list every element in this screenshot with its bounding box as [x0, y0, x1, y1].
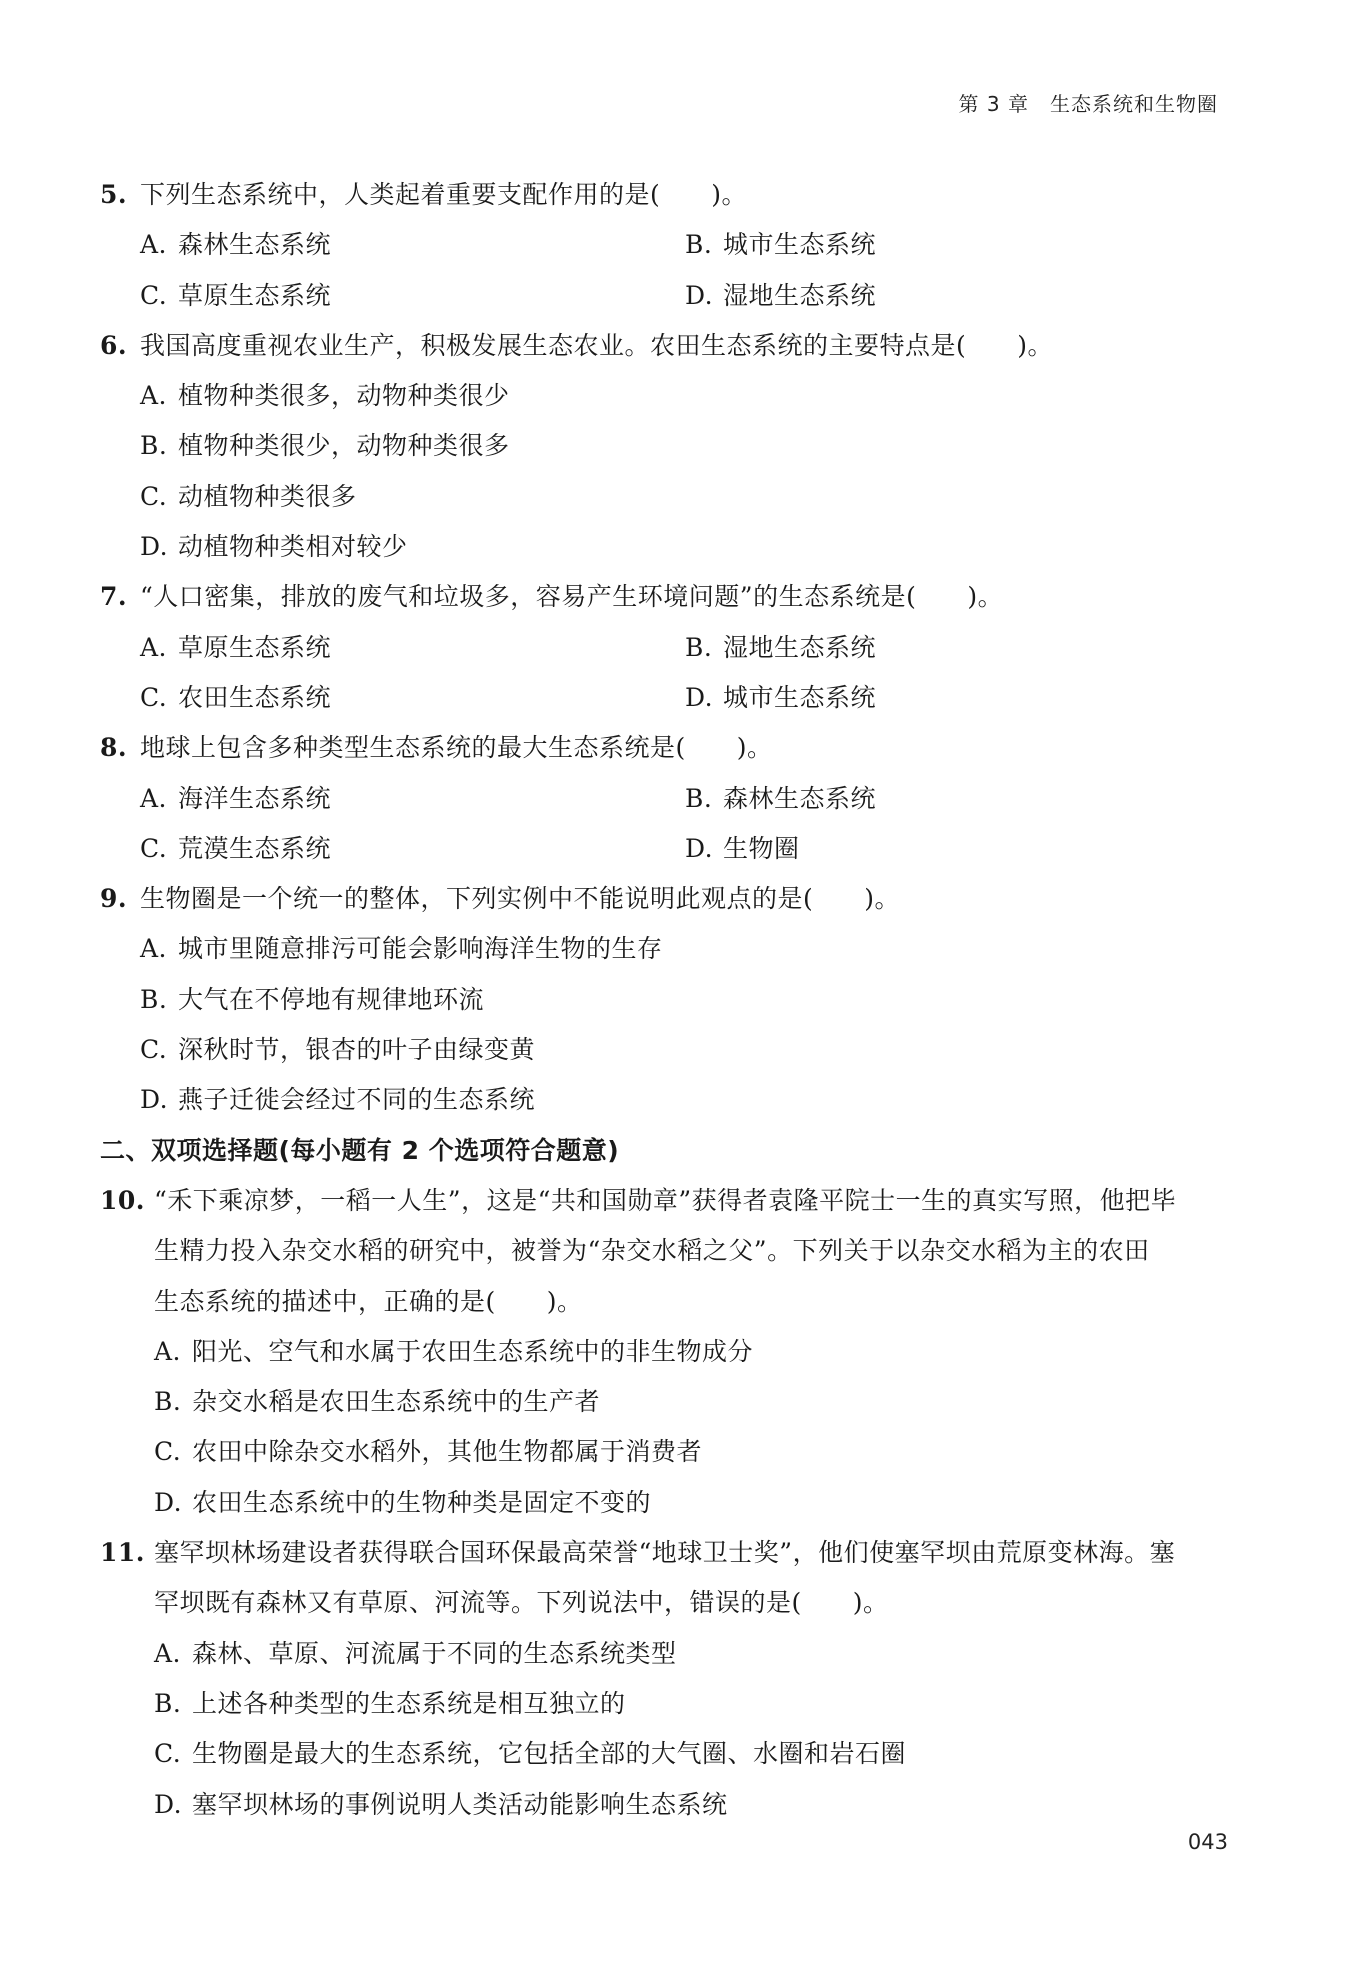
question-5	[100, 170, 1230, 321]
option-letter: D.	[140, 1085, 169, 1115]
option-text: 大气在不停地有规律地环流	[178, 984, 485, 1014]
option-letter: B.	[154, 1387, 182, 1417]
option-letter: D.	[154, 1789, 183, 1819]
stem-line: 塞罕坝林场建设者获得联合国环保最高荣誉“地球卫士奖”，他们使塞罕坝由荒原变林海。塞	[154, 1538, 1176, 1568]
option-letter: B.	[140, 431, 168, 461]
option-letter: A.	[140, 632, 168, 662]
stem-line: 罕坝既有森林又有草原、河流等。下列说法中，错误的是( )。	[154, 1588, 889, 1618]
option-a	[100, 924, 1230, 974]
option-b	[100, 1377, 1230, 1427]
option-a	[140, 774, 685, 824]
option-text: 燕子迁徙会经过不同的生态系统	[178, 1085, 536, 1115]
option-letter: B.	[685, 783, 713, 813]
option-letter: C.	[140, 1035, 168, 1065]
option-text: 动植物种类很多	[178, 481, 357, 511]
question-10	[100, 1176, 1230, 1528]
stem-line: 生态系统的描述中，正确的是( )。	[154, 1286, 583, 1316]
option-text: 生物圈	[723, 833, 800, 863]
option-letter: D.	[140, 532, 169, 562]
question-number: 5.	[100, 180, 128, 209]
option-letter: A.	[140, 230, 168, 260]
option-text: 植物种类很多，动物种类很少	[178, 381, 510, 411]
option-text: 生物圈是最大的生态系统，它包括全部的大气圈、水圈和岩石圈	[192, 1739, 907, 1769]
option-letter: A.	[140, 381, 168, 411]
option-text: 城市生态系统	[723, 230, 877, 260]
question-stem	[154, 1528, 1230, 1629]
option-text: 森林生态系统	[723, 783, 877, 813]
option-d	[100, 1780, 1230, 1830]
option-text: 塞罕坝林场的事例说明人类活动能影响生态系统	[192, 1789, 728, 1819]
option-text: 荒漠生态系统	[178, 833, 332, 863]
option-text: 草原生态系统	[178, 632, 332, 662]
option-b	[100, 421, 1230, 471]
option-d	[100, 522, 1230, 572]
option-c	[140, 824, 685, 874]
option-a	[100, 1629, 1230, 1679]
option-c	[100, 1025, 1230, 1075]
option-letter: C.	[154, 1437, 182, 1467]
question-stem: 地球上包含多种类型生态系统的最大生态系统是( )。	[140, 733, 773, 763]
question-9	[100, 874, 1230, 1125]
question-list	[100, 170, 1230, 1830]
option-b	[100, 975, 1230, 1025]
option-c	[140, 271, 685, 321]
option-text: 城市里随意排污可能会影响海洋生物的生存	[178, 934, 663, 964]
option-letter: B.	[140, 984, 168, 1014]
option-text: 动植物种类相对较少	[178, 532, 408, 562]
option-text: 农田生态系统	[178, 682, 332, 712]
question-stem: 下列生态系统中，人类起着重要支配作用的是( )。	[140, 180, 748, 209]
option-d	[100, 1075, 1230, 1125]
option-text: 城市生态系统	[723, 682, 877, 712]
option-text: 植物种类很少，动物种类很多	[178, 431, 510, 461]
option-text: 湿地生态系统	[723, 632, 877, 662]
option-a	[100, 371, 1230, 421]
option-b	[100, 1679, 1230, 1729]
option-letter: D.	[685, 682, 714, 712]
question-number: 11.	[100, 1538, 145, 1568]
option-letter: C.	[140, 280, 168, 310]
page-number: 043	[1187, 1830, 1228, 1854]
option-d	[685, 824, 1230, 874]
option-letter: B.	[685, 230, 713, 260]
question-number: 8.	[100, 733, 128, 763]
option-d	[100, 1478, 1230, 1528]
option-d	[685, 271, 1230, 321]
question-number: 7.	[100, 582, 128, 612]
option-text: 农田生态系统中的生物种类是固定不变的	[192, 1487, 652, 1517]
option-letter: A.	[140, 783, 168, 813]
question-7	[100, 572, 1230, 723]
option-a	[140, 220, 685, 270]
option-d	[685, 673, 1230, 723]
running-header: 第 3 章 生态系统和生物圈	[958, 92, 1218, 116]
option-text: 海洋生态系统	[178, 783, 332, 813]
option-letter: C.	[140, 481, 168, 511]
question-number: 10.	[100, 1185, 145, 1215]
option-letter: B.	[154, 1688, 182, 1718]
question-stem: 生物圈是一个统一的整体，下列实例中不能说明此观点的是( )。	[140, 884, 901, 914]
option-text: 农田中除杂交水稻外，其他生物都属于消费者	[192, 1437, 703, 1467]
option-b	[685, 774, 1230, 824]
option-letter: B.	[685, 632, 713, 662]
option-b	[685, 220, 1230, 270]
option-text: 森林生态系统	[178, 230, 332, 260]
option-letter: A.	[140, 934, 168, 964]
option-c	[100, 472, 1230, 522]
option-text: 杂交水稻是农田生态系统中的生产者	[192, 1387, 601, 1417]
option-letter: A.	[154, 1336, 182, 1366]
option-a	[100, 1327, 1230, 1377]
option-letter: C.	[154, 1739, 182, 1769]
option-b	[685, 623, 1230, 673]
option-text: 上述各种类型的生态系统是相互独立的	[192, 1688, 626, 1718]
stem-line: “禾下乘凉梦，一稻一人生”，这是“共和国勋章”获得者袁隆平院士一生的真实写照，他把毕	[154, 1185, 1177, 1215]
option-text: 湿地生态系统	[723, 280, 877, 310]
question-stem: “人口密集，排放的废气和垃圾多，容易产生环境问题”的生态系统是( )。	[140, 582, 1004, 612]
option-letter: A.	[154, 1638, 182, 1668]
question-stem: 我国高度重视农业生产，积极发展生态农业。农田生态系统的主要特点是( )。	[140, 330, 1054, 360]
option-text: 阳光、空气和水属于农田生态系统中的非生物成分	[192, 1336, 754, 1366]
question-number: 6.	[100, 330, 128, 360]
question-8	[100, 723, 1230, 874]
option-text: 草原生态系统	[178, 280, 332, 310]
question-6	[100, 321, 1230, 572]
question-stem	[154, 1176, 1230, 1327]
option-letter: C.	[140, 833, 168, 863]
question-number: 9.	[100, 884, 128, 914]
option-text: 深秋时节，银杏的叶子由绿变黄	[178, 1035, 536, 1065]
section-heading: 二、双项选择题(每小题有 2 个选项符合题意)	[100, 1135, 620, 1165]
option-letter: C.	[140, 682, 168, 712]
option-letter: D.	[685, 280, 714, 310]
option-c	[100, 1427, 1230, 1477]
option-text: 森林、草原、河流属于不同的生态系统类型	[192, 1638, 677, 1668]
option-letter: D.	[685, 833, 714, 863]
option-letter: D.	[154, 1487, 183, 1517]
option-c	[100, 1729, 1230, 1779]
question-11	[100, 1528, 1230, 1830]
stem-line: 生精力投入杂交水稻的研究中，被誉为“杂交水稻之父”。下列关于以杂交水稻为主的农田	[154, 1236, 1150, 1266]
option-a	[140, 623, 685, 673]
option-c	[140, 673, 685, 723]
